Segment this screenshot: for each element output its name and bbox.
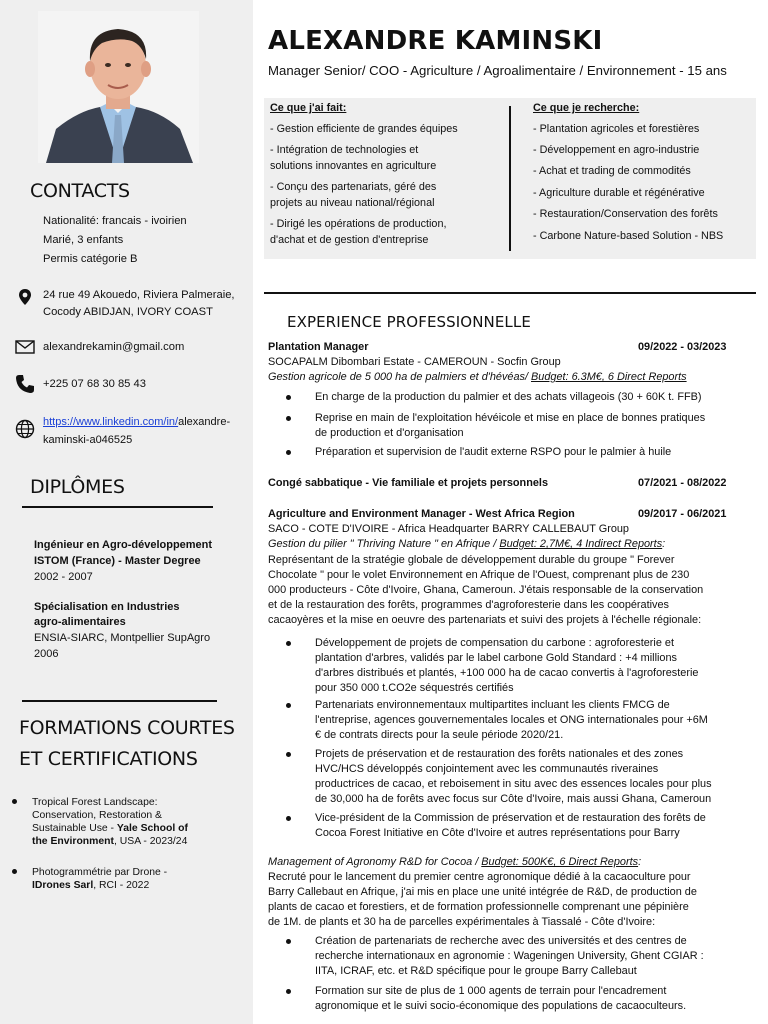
bullet [286, 416, 291, 421]
bullet [286, 816, 291, 821]
job-4-scope [268, 856, 641, 868]
line: Création de partenariats de recherche avec des universités et des centres de [315, 935, 687, 947]
line: agronomique et le suivi socio-économique des populations de cacaoculteurs. [315, 1000, 687, 1012]
job-4-bullet-1 [315, 934, 740, 979]
degree-1-school: ISTOM (France) - Master Degree [34, 555, 201, 567]
email-address[interactable]: alexandrekamin@gmail.com [43, 341, 185, 353]
seeking-item: - Restauration/Conservation des forêts [533, 208, 718, 220]
job-3-budget: Budget: 2,7M€, 4 Indirect Reports [499, 538, 663, 550]
job-1-dates: 09/2022 - 03/2023 [638, 341, 727, 353]
done-item: - Dirigé les opérations de production, [270, 218, 447, 230]
cert-1-line-3 [32, 822, 188, 835]
job-4-scope-colon: : [638, 856, 642, 868]
line: Vice-président de la Commission de préservation et de restauration des forêts de [315, 812, 706, 824]
job-1-title: Plantation Manager [268, 341, 369, 353]
linkedin-link[interactable]: https://www.linkedin.com/in/ [43, 416, 179, 428]
address-line-1: 24 rue 49 Akouedo, Riviera Palmeraie, [43, 289, 235, 301]
degree-2-title-cont: agro-alimentaires [34, 616, 126, 628]
section-divider [264, 292, 756, 294]
job-subtitle: Manager Senior/ COO - Agriculture / Agroalimentaire / Environnement - 15 ans [268, 63, 727, 78]
summary-divider [509, 106, 511, 251]
job-3-bullet-2 [315, 698, 740, 743]
job-4-desc-line: de 1M. de plants et 30 ha de parcelles expérimentales à Tiassalé - Côte d'Ivoire: [268, 916, 656, 928]
job-3-dates: 09/2017 - 06/2021 [638, 508, 727, 520]
bullet [286, 641, 291, 646]
line: pour 350 000 t.CO2e séquestrés certifiés [315, 682, 514, 694]
done-item: - Conçu des partenariats, géré des [270, 181, 437, 193]
done-heading: Ce que j'ai fait: [270, 102, 347, 114]
done-item-cont: solutions innovantes en agriculture [270, 160, 437, 172]
seeking-item: - Achat et trading de commodités [533, 165, 691, 177]
degree-2-school: ENSIA-SIARC, Montpellier SupAgro [34, 632, 211, 644]
bullet [286, 752, 291, 757]
job-4-budget: Budget: 500K€, 6 Direct Reports [481, 856, 639, 868]
formations-heading-line-2: ET CERTIFICATIONS [19, 748, 198, 770]
line: Projets de préservation et de restauration des forêts nationales et des zones [315, 748, 684, 760]
job-1-bullet-2: Reprise en main de l'exploitation hévéicole et mise en place de bonnes pratiques [315, 412, 706, 424]
bullet [286, 939, 291, 944]
line: plantation d'arbres, validés par le label carbone Gold Standard : +4 millions [315, 652, 677, 664]
divider [22, 700, 217, 702]
job-1-company: SOCAPALM Dibombari Estate - CAMEROUN - Socfin Group [268, 356, 561, 368]
done-item: - Intégration de technologies et [270, 144, 419, 156]
seeking-item: - Agriculture durable et régénérative [533, 187, 705, 199]
job-4-description [268, 870, 740, 930]
linkedin-line-1[interactable] [43, 413, 230, 431]
cert-2-line-2 [32, 879, 167, 892]
seeking-item: - Développement en agro-industrie [533, 144, 700, 156]
portrait-illustration [38, 11, 199, 163]
globe-icon [15, 419, 35, 439]
job-3-bullet-3 [315, 747, 740, 807]
job-1-scope [268, 371, 687, 383]
job-1-bullet-2-cont: de production et d'organisation [315, 427, 464, 439]
cert-1-line-1: Tropical Forest Landscape: [32, 797, 158, 808]
job-1-budget: Budget: 6.3M€, 6 Direct Reports [531, 371, 687, 383]
degree-2-title: Spécialisation en Industries [34, 601, 180, 613]
cert-2-line-2a: IDrones Sarl [32, 880, 94, 891]
phone-icon [15, 374, 35, 394]
job-3-company: SACO - COTE D'IVOIRE - Africa Headquarter BARRY CALLEBAUT Group [268, 523, 629, 535]
job-3-desc-line: 000 producteurs - Côte d'Ivoire, Ghana, Cameroun. J'étais responsable de la conservation [268, 584, 704, 596]
full-name: ALEXANDRE KAMINSKI [268, 26, 603, 56]
certification-1 [32, 796, 188, 848]
done-item: - Gestion efficiente de grandes équipes [270, 123, 458, 135]
degree-1-years: 2002 - 2007 [34, 571, 93, 583]
job-1-bullet-1: En charge de la production du palmier et des achats villageois (30 + 60K t. FFB) [315, 391, 702, 403]
bullet [286, 395, 291, 400]
job-1-bullet-3: Préparation et supervision de l'audit externe RSPO pour le palmier à huile [315, 446, 672, 458]
seeking-item: - Carbone Nature-based Solution - NBS [533, 230, 724, 242]
job-4-desc-line: Barry Callebaut en Afrique, j'ai mis en place une unité intégrée de R&D, de production de [268, 886, 697, 898]
job-3-desc-line: cacaoyères et la mise en oeuvre des partenariats et suivi des projets à l'échelle régionale: [268, 614, 702, 626]
line: l'entreprise, agences gouvernementales locales et ONG internationales pour +6M [315, 714, 708, 726]
contacts-heading: CONTACTS [30, 180, 130, 202]
bullet [286, 703, 291, 708]
cert-1-line-2: Conservation, Restoration & [32, 810, 162, 821]
job-1-scope-text: Gestion agricole de 5 000 ha de palmiers et d'hévéas/ [268, 371, 532, 383]
cert-1-line-3b: Yale School of [116, 823, 188, 834]
done-item-cont: projets au niveau national/régional [270, 197, 435, 209]
phone-number[interactable]: +225 07 68 30 85 43 [43, 378, 146, 390]
job-3-desc-line: et de la restauration des forêts, programmes d'agroforesterie dans les coopératives [268, 599, 670, 611]
sidebar [0, 0, 253, 1024]
done-item-cont: d'achat et de gestion d'entreprise [270, 234, 429, 246]
job-4-desc-line: plants de cacao et forestiers, et de formation professionnelle comprenant une pépinière [268, 901, 689, 913]
address-line-2: Cocody ABIDJAN, IVORY COAST [43, 306, 213, 318]
family-status: Marié, 3 enfants [43, 234, 124, 246]
job-2-dates: 07/2021 - 08/2022 [638, 477, 727, 489]
cert-1-line-4 [32, 835, 188, 848]
bullet [286, 989, 291, 994]
linkedin-handle-part2[interactable]: kaminski-a046525 [43, 434, 133, 446]
seeking-item: - Plantation agricoles et forestières [533, 123, 700, 135]
job-4-desc-line: Recruté pour le lancement du premier centre agronomique dédié à la cacaoculture pour [268, 871, 691, 883]
cert-2-line-2b: , RCI - 2022 [93, 880, 150, 891]
diplomes-heading: DIPLÔMES [30, 476, 125, 498]
job-4-scope-text: Management of Agronomy R&D for Cocoa / [268, 856, 482, 868]
bullet [12, 869, 17, 874]
job-3-bullet-1 [315, 636, 740, 696]
line: de 30,000 ha de forêts avec focus sur Côte d'Ivoire, mais aussi Ghana, Cameroun [315, 793, 712, 805]
line: IITA, ICRAF, etc. et R&D spécifique pour le groupe Barry Callebaut [315, 965, 637, 977]
job-2-title: Congé sabbatique - Vie familiale et projets personnels [268, 477, 549, 489]
degree-2-year: 2006 [34, 648, 59, 660]
seeking-heading: Ce que je recherche: [533, 102, 640, 114]
line: productrices de cacao, et reboisement in situ avec des essences locales pour plus [315, 778, 712, 790]
line: Développement de projets de compensation du carbone : agroforesterie et [315, 637, 675, 649]
job-3-desc-line: Représentant de la stratégie globale de développement durable du groupe " Forever [268, 554, 675, 566]
bullet [12, 799, 17, 804]
job-3-scope-colon: : [662, 538, 666, 550]
driving-license: Permis catégorie B [43, 253, 138, 265]
line: HVC/HCS développés conjointement avec les communautés riveraines [315, 763, 659, 775]
location-pin-icon [16, 288, 34, 306]
email-icon [15, 338, 35, 356]
linkedin-handle-part1: alexandre- [178, 416, 231, 428]
formations-heading-line-1: FORMATIONS COURTES [19, 717, 235, 739]
degree-1-title: Ingénieur en Agro-développement [34, 539, 213, 551]
job-3-scope-text: Gestion du pilier " Thriving Nature " en Afrique / [268, 538, 500, 550]
line: Formation sur site de plus de 1 000 agents de terrain pour l'encadrement [315, 985, 667, 997]
job-3-desc-line: Chocolate " pour le volet Environnement en Afrique de l'Ouest, comprenant plus de 230 [268, 569, 690, 581]
cert-2-line-1: Photogrammétrie par Drone - [32, 867, 168, 878]
job-3-title: Agriculture and Environment Manager - West Africa Region [268, 508, 575, 520]
nationality: Nationalité: francais - ivoirien [43, 215, 187, 227]
line: Cocoa Forest Initiative en Côte d'Ivoire et autres représentations pour Barry [315, 827, 680, 839]
cert-1-line-4a: the Environment [32, 836, 114, 847]
line: recherche internationaux en agronomie : Wageningen University, Ghent CGIAR : [315, 950, 704, 962]
job-4-bullet-2 [315, 984, 740, 1014]
line: d'arbres distribués et plantés, +100 000 ha de cacao convertis à l'agroforesterie [315, 667, 699, 679]
bullet [286, 450, 291, 455]
line: € de contrats directs pour la seule période 2020/21. [315, 729, 564, 741]
job-3-bullet-4 [315, 811, 740, 841]
certification-2 [32, 866, 167, 892]
cert-1-line-3a: Sustainable Use - [32, 823, 117, 834]
experience-heading: EXPERIENCE PROFESSIONNELLE [287, 313, 531, 331]
job-3-description [268, 553, 740, 628]
cert-1-line-4b: , USA - 2023/24 [113, 836, 188, 847]
profile-photo [38, 11, 199, 163]
job-3-scope [268, 538, 665, 550]
line: Partenariats environnementaux multipartites incluant les clients FMCG de [315, 699, 670, 711]
divider [22, 506, 213, 508]
